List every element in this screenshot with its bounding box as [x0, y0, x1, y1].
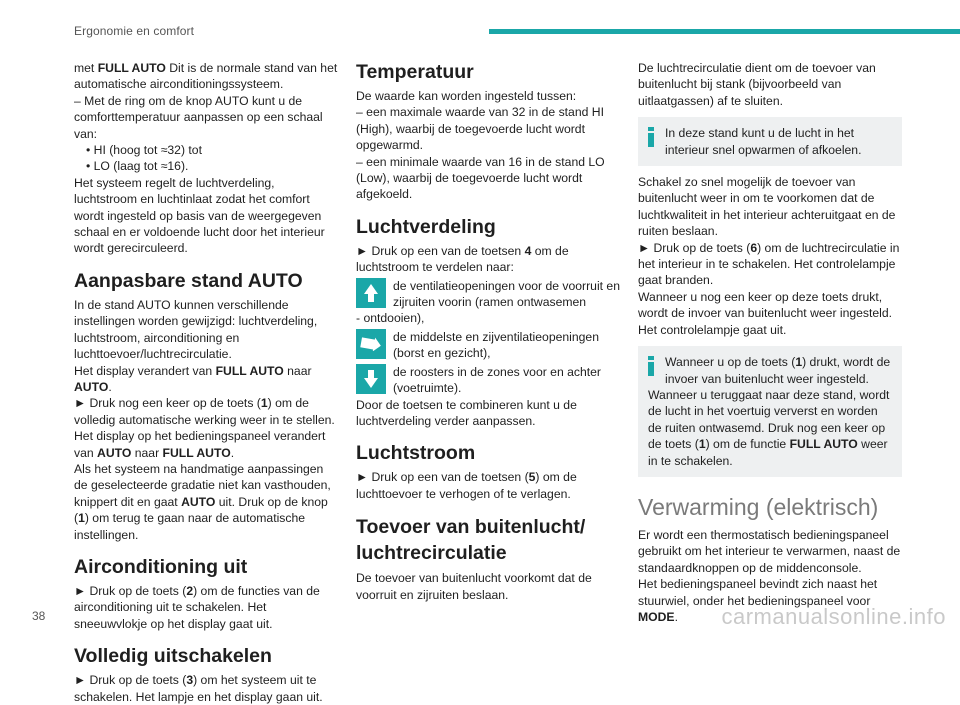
vent-label-tail: - ontdooien), — [356, 311, 425, 326]
info-text: In deze stand kunt u de lucht in het interieur snel opwarmen of afkoelen. — [665, 126, 862, 157]
paragraph: – een minimale waarde van 16 in de stand LO (Low), waarbij de toegevoerde lucht wordt afgekoeld. — [356, 154, 605, 202]
feet-vent-icon — [356, 364, 386, 394]
column-2 — [356, 60, 620, 603]
vent-label: de ventilatieopeningen voor de voorruit en zijruiten voorin (ramen ontwasemen — [393, 278, 620, 310]
paragraph: ► Druk op een van de toetsen (5) om de luchttoevoer te verhogen of te verlagen. — [356, 470, 577, 501]
vent-label: de roosters in de zones voor en achter (voetruimte). — [393, 364, 601, 396]
paragraph: De waarde kan worden ingesteld tussen: — [356, 89, 577, 103]
heading-ac-off: Airconditioning uit — [74, 555, 248, 578]
paragraph: ► Druk nog een keer op de toets (1) om de volledig automatische werking weer in te stellen. Het display op het bedieningspaneel verandert van AUTO naar FULL AUTO. — [74, 396, 335, 460]
heading-electric-heating: Verwarming (elektrisch) — [638, 493, 879, 520]
heading-air-flow: Luchtstroom — [356, 442, 476, 465]
paragraph: ► Druk op de toets (6) om de luchtrecirculatie in het interieur in te schakelen. Het controlelampje gaat branden. — [638, 240, 900, 288]
paragraph: ► Druk op een van de toetsen 4 om de luchtstroom te verdelen naar: — [356, 243, 569, 275]
heading-recirculation: Toevoer van buitenlucht/ luchtrecirculatie — [356, 516, 586, 565]
face-vent-icon — [356, 329, 386, 359]
paragraph: De toevoer van buitenlucht voorkomt dat de voorruit en zijruiten beslaan. — [356, 571, 592, 602]
info-icon — [648, 127, 656, 147]
vent-label: de middelste en zijventilatieopeningen (borst en gezicht), — [393, 329, 599, 361]
windscreen-vent-icon — [356, 278, 386, 308]
info-text: Wanneer u op de toets (1) drukt, wordt de invoer van buitenlucht weer ingesteld. — [665, 355, 891, 386]
paragraph: Wanneer u nog een keer op deze toets drukt, wordt de invoer van buitenlucht weer ingesteld. Het controlelampje gaat uit. — [638, 289, 893, 337]
heading-temperature: Temperatuur — [356, 61, 474, 83]
paragraph: met FULL AUTO Dit is de normale stand van het automatische airconditioningssysteem. — [74, 61, 338, 92]
heading-full-off: Volledig uitschakelen — [74, 645, 272, 668]
column-3 — [638, 60, 902, 625]
bullet-lo: • LO (laag tot ≈16). — [86, 159, 189, 174]
paragraph: – Met de ring om de knop AUTO kunt u de comforttemperatuur aanpassen op een schaal van: — [74, 93, 323, 141]
paragraph: Het systeem regelt de luchtverdeling, luchtstroom en luchtinlaat zodat het comfort wordt ingesteld op basis van de weergegeven schaal en er voldoende lucht door het interieur wordt gerecirculeerd. — [74, 175, 325, 256]
column-1 — [74, 60, 338, 705]
watermark: carmanualsonline.info — [721, 604, 946, 629]
heading-air-distribution: Luchtverdeling — [356, 215, 496, 238]
paragraph: Door de toetsen te combineren kunt u de luchtverdeling verder aanpassen. — [356, 397, 577, 428]
paragraph: ► Druk op de toets (3) om het systeem uit te schakelen. Het lampje en het display gaan uit. — [74, 673, 323, 704]
paragraph: Schakel zo snel mogelijk de toevoer van buitenlucht weer in om te voorkomen dat de luchtkwaliteit in het interieur achteruitgaat en de ruiten beslaan. — [638, 175, 896, 239]
vent-item-face — [356, 329, 620, 362]
vent-item-feet — [356, 364, 620, 397]
paragraph: – een maximale waarde van 32 in de stand HI (High), waarbij de toegevoerde lucht wordt opgewarmd. — [356, 105, 604, 153]
chapter-accent-bar — [489, 29, 960, 34]
paragraph: ► Druk op de toets (2) om de functies van de airconditioning uit te schakelen. Het sneeuwvlokje op het display gaat uit. — [74, 583, 320, 631]
info-box — [638, 117, 902, 166]
page-number: 38 — [32, 609, 46, 623]
paragraph: Het display verandert van FULL AUTO naar AUTO. — [74, 363, 312, 394]
info-box — [638, 346, 902, 477]
info-text: Wanneer u teruggaat naar deze stand, wordt de lucht in het voertuig ververst en worden de ruiten ontwasemd. Druk nog een keer op de toets (1) om de functie FULL AUTO weer in te schakelen. — [648, 387, 890, 468]
heading-auto: Aanpasbare stand AUTO — [74, 269, 303, 292]
info-icon — [648, 356, 656, 376]
chapter-title: Ergonomie en comfort — [74, 24, 195, 38]
bullet-hi: • HI (hoog tot ≈32) tot — [86, 143, 202, 158]
paragraph: De luchtrecirculatie dient om de toevoer van buitenlucht bij stank (bijvoorbeeld van uitlaatgassen) af te sluiten. — [638, 61, 876, 108]
paragraph: In de stand AUTO kunnen verschillende instellingen worden gewijzigd: luchtverdeling, luchtstroom, airconditioning en luchttoevoer/luchtrecirculatie. — [74, 297, 318, 362]
vent-item-windscreen — [356, 278, 620, 311]
paragraph: Het bedieningspaneel bevindt zich naast het stuurwiel, onder het bedieningspaneel voor MODE. — [638, 577, 878, 624]
paragraph: Er wordt een thermostatisch bedieningspaneel gebruikt om het interieur te verwarmen, naast de standaardknoppen op de middenconsole. — [638, 527, 901, 575]
paragraph: Als het systeem na handmatige aanpassingen de geselecteerde gradatie niet kan vasthouden, knippert dit en gaat AUTO uit. Druk op de knop (1) om terug te gaan naar de automatische instellingen. — [74, 461, 331, 542]
